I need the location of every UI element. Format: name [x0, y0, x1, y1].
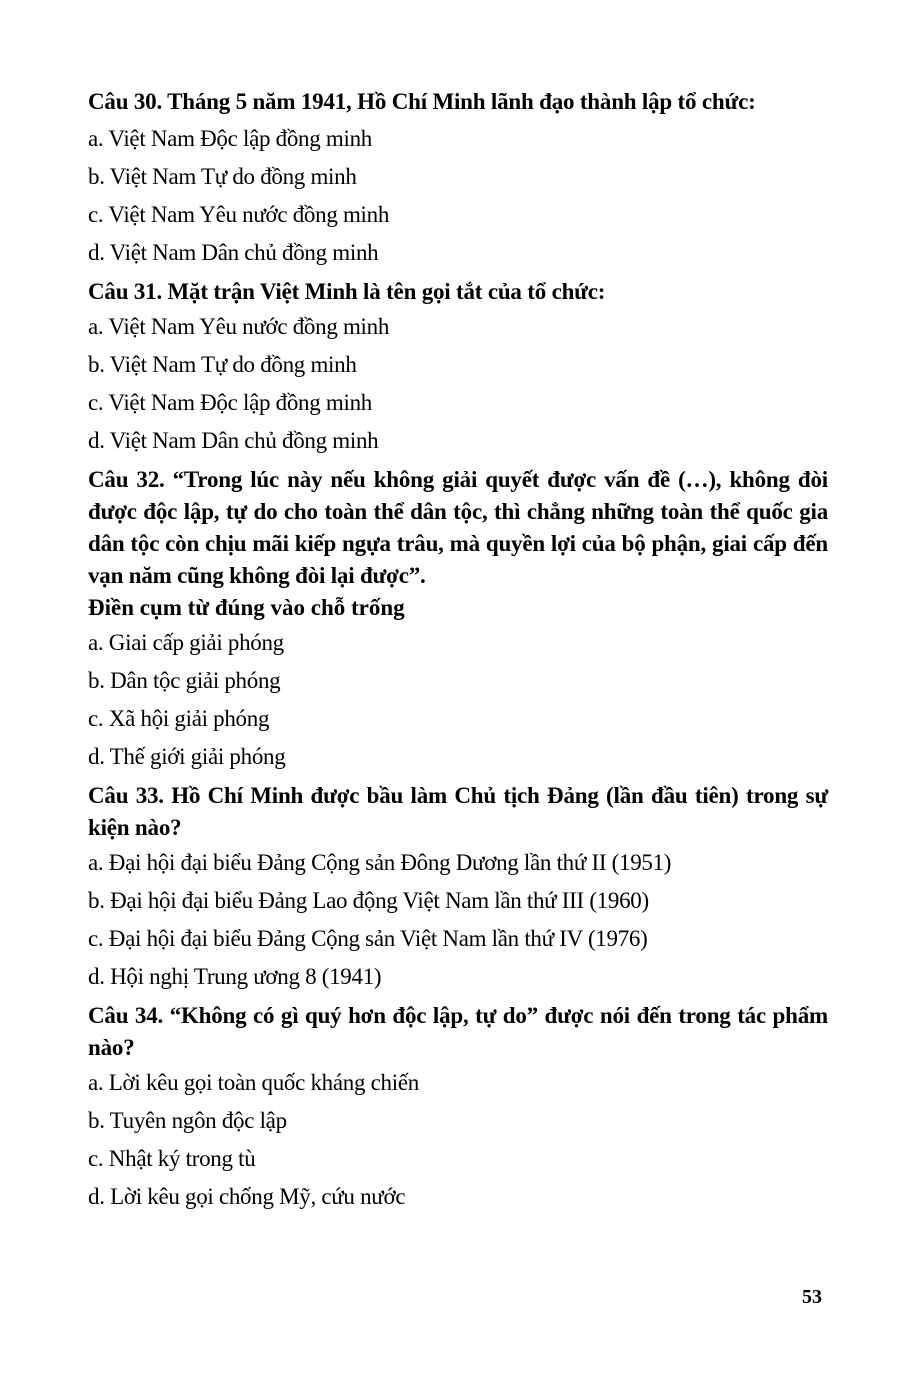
question-31: [88, 276, 828, 460]
question-title: Câu 31. Mặt trận Việt Minh là tên gọi tắt của tổ chức:: [88, 279, 606, 304]
option-c: c. Việt Nam Độc lập đồng minh: [88, 390, 372, 415]
page-number: 53: [802, 1286, 822, 1308]
question-title: Câu 30. Tháng 5 năm 1941, Hồ Chí Minh lãnh đạo thành lập tổ chức:: [88, 89, 756, 114]
option-c: c. Nhật ký trong tù: [88, 1146, 256, 1171]
option-c: c. Xã hội giải phóng: [88, 706, 270, 731]
question-title: Câu 34. “Không có gì quý hơn độc lập, tự do” được nói đến trong tác phẩm nào?: [88, 1003, 828, 1060]
question-33: [88, 780, 828, 996]
option-d: d. Thế giới giải phóng: [88, 744, 286, 769]
option-b: b. Dân tộc giải phóng: [88, 668, 281, 693]
question-title: Câu 33. Hồ Chí Minh được bầu làm Chủ tịch Đảng (lần đầu tiên) trong sự kiện nào?: [88, 783, 828, 840]
option-b: b. Tuyên ngôn độc lập: [88, 1108, 287, 1133]
option-d: d. Hội nghị Trung ương 8 (1941): [88, 964, 382, 989]
option-a: a. Việt Nam Độc lập đồng minh: [88, 126, 372, 151]
option-b: b. Đại hội đại biểu Đảng Lao động Việt Nam lần thứ III (1960): [88, 888, 649, 913]
option-d: d. Việt Nam Dân chủ đồng minh: [88, 428, 379, 453]
option-a: a. Đại hội đại biểu Đảng Cộng sản Đông Dương lần thứ II (1951): [88, 850, 672, 875]
option-d: d. Việt Nam Dân chủ đồng minh: [88, 240, 379, 265]
option-a: a. Lời kêu gọi toàn quốc kháng chiến: [88, 1070, 419, 1095]
option-b: b. Việt Nam Tự do đồng minh: [88, 164, 357, 189]
option-d: d. Lời kêu gọi chống Mỹ, cứu nước: [88, 1184, 406, 1209]
question-title: Câu 32. “Trong lúc này nếu không giải quyết được vấn đề (…), không đòi được độc lập, tự do cho toàn thể dân tộc, thì chẳng những toàn thể quốc gia dân tộc còn chịu mãi kiếp ngựa trâu, mà quyền lợi của bộ phận, giai cấp đến vạn năm cũng không đòi lại được”.: [88, 467, 828, 588]
document-page: [88, 86, 828, 1220]
option-a: a. Việt Nam Yêu nước đồng minh: [88, 314, 390, 339]
option-b: b. Việt Nam Tự do đồng minh: [88, 352, 357, 377]
option-c: c. Việt Nam Yêu nước đồng minh: [88, 202, 390, 227]
question-30: [88, 86, 828, 272]
option-c: c. Đại hội đại biểu Đảng Cộng sản Việt Nam lần thứ IV (1976): [88, 926, 648, 951]
question-34: [88, 1000, 828, 1216]
option-a: a. Giai cấp giải phóng: [88, 630, 284, 655]
question-32: [88, 464, 828, 776]
question-instruction: Điền cụm từ đúng vào chỗ trống: [88, 595, 405, 620]
